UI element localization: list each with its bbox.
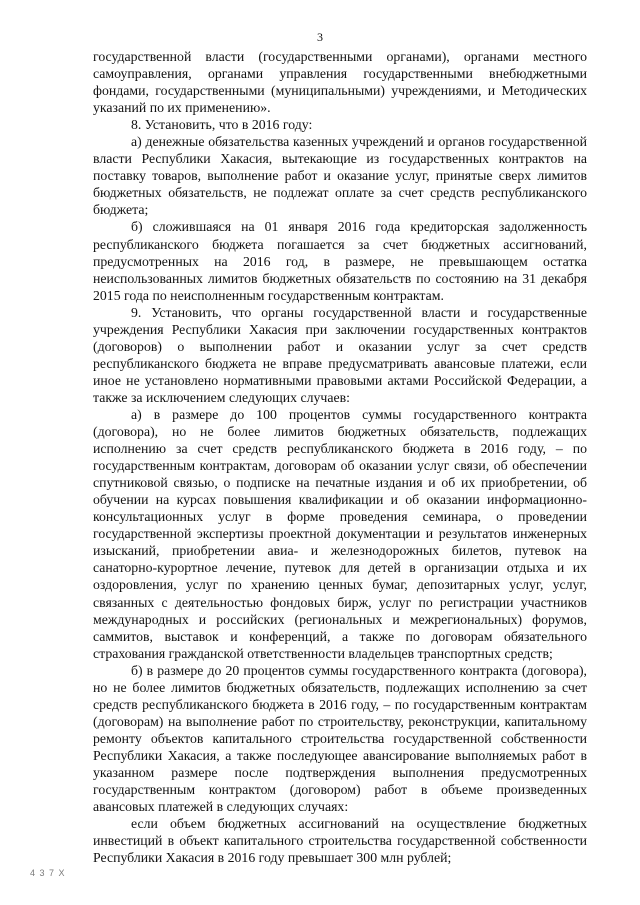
document-body bbox=[93, 48, 587, 866]
paragraph-item-8a: а) денежные обязательства казенных учреждений и органов государственной власти Республики Хакасия, вытекающие из государственных контрактов на поставку товаров, выполнение работ и оказание услуг, принятые сверх лимитов бюджетных обязательств, не подлежат оплате за счет средств республиканского бюджета; bbox=[93, 134, 587, 218]
page-number: 3 bbox=[317, 30, 323, 44]
paragraph-item-9a: а) в размере до 100 процентов суммы государственного контракта (договора), но не более лимитов бюджетных обязательств, подлежащих исполнению за счет средств республиканского бюджета в 2016 году, – по государственным контрактам, договорам об оказании услуг связи, об обеспечении спутниковой связью, о подписке на печатные издания и об их приобретении, об обучении на курсах повышения квалификации и об оказании информационно-консультационных услуг в форме проведения семинара, о проведении государственной экспертизы проектной документации и результатов инженерных изысканий, приобретении авиа- и железнодорожных билетов, путевок на санаторно-курортное лечение, путевок для детей в организации отдыха и их оздоровления, услуг по хранению ценных бумаг, депозитарных услуг, услуг, связанных с деятельностью фондовых бирж, услуг по регистрации участников международных и российских (региональных и межрегиональных) форумов, саммитов, выставок и конференций, а также по договорам обязательного страхования гражданской ответственности владельцев транспортных средств; bbox=[93, 406, 587, 661]
paragraph-item-9b: б) в размере до 20 процентов суммы государственного контракта (договора), но не более лимитов бюджетных обязательств, подлежащих исполнению за счет средств республиканского бюджета в 2016 году, – по государственным контрактам (договорам) на выполнение работ по строительству, реконструкции, капитальному ремонту объектов капитального строительства государственной собственности Республики Хакасия, а также последующее авансирование выполняемых работ в указанном размере после подтверждения выполнения предусмотренных государственным контрактом (договором) работ в объеме произведенных авансовых платежей в следующих случаях: bbox=[93, 662, 587, 815]
footer-mark: 4 3 7 Х bbox=[30, 868, 66, 878]
paragraph-item-8b: б) сложившаяся на 01 января 2016 года кредиторская задолженность республиканского бюджета погашается за счет бюджетных ассигнований, предусмотренных на 2016 год, в размере, не превышающем остатка неиспользованных лимитов бюджетных обязательств по состоянию на 31 декабря 2015 года по неисполненным государственным контрактам. bbox=[93, 219, 587, 303]
paragraph-item-9b-case-1: если объем бюджетных ассигнований на осуществление бюджетных инвестиций в объект капитального строительства государственной собственности Республики Хакасия в 2016 году превышает 300 млн рублей; bbox=[93, 816, 587, 866]
paragraph-item-9: 9. Установить, что органы государственной власти и государственные учреждения Республики Хакасия при заключении государственных контрактов (договоров) о выполнении работ и оказании услуг за счет средств республиканского бюджета не вправе предусматривать авансовые платежи, если иное не установлено нормативными правовыми актами Российской Федерации, а также за исключением следующих случаев: bbox=[93, 304, 587, 405]
paragraph-item-8: 8. Установить, что в 2016 году: bbox=[131, 117, 313, 133]
paragraph-continuation: государственной власти (государственными органами), органами местного самоуправления, органами управления государственными внебюджетными фондами, государственными (муниципальными) учреждениями, и Методических указаний по их применению». bbox=[93, 49, 587, 116]
